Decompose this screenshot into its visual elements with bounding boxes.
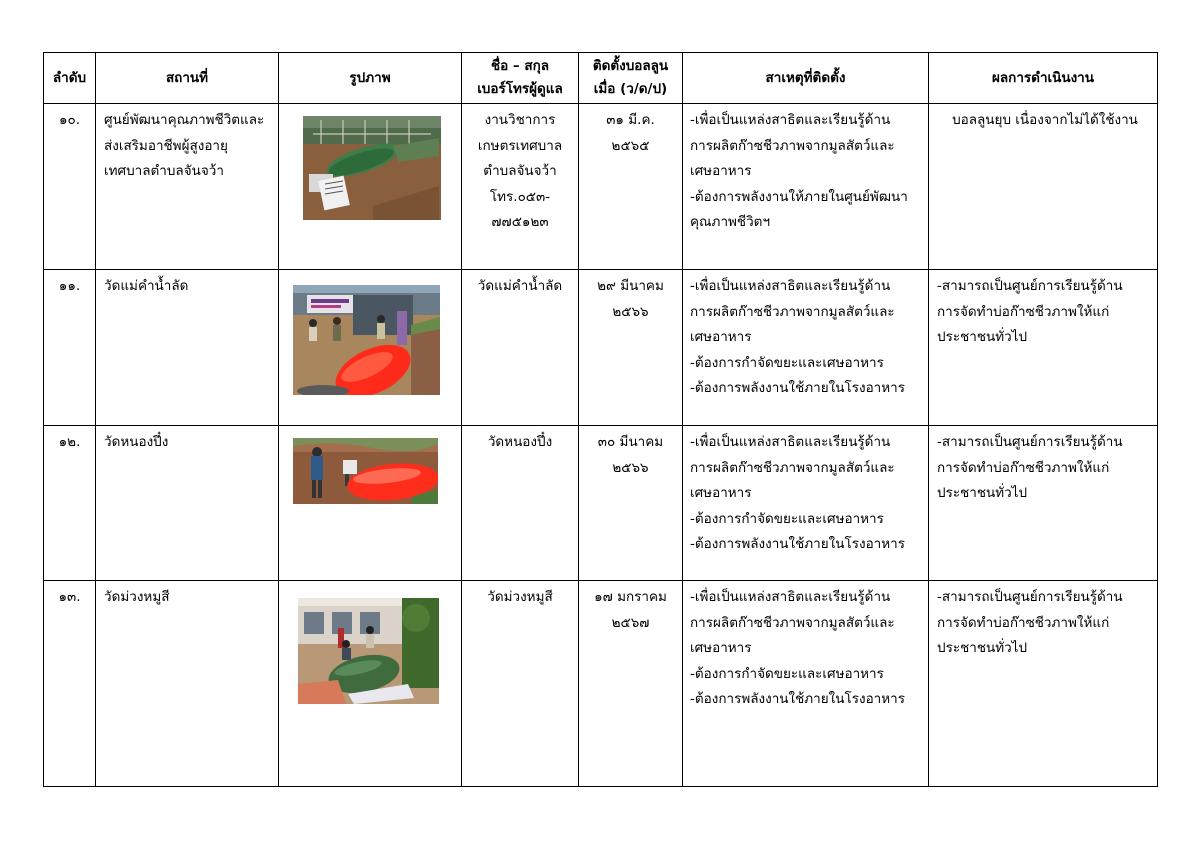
name-cell <box>462 581 579 787</box>
date-line: ๒๕๖๖ <box>612 459 649 476</box>
reason-line: -ต้องการกำจัดขยะและเศษอาหาร <box>690 354 884 371</box>
date-line: ๒๕๖๕ <box>611 137 650 154</box>
reason-line: เศษอาหาร <box>690 329 752 346</box>
reason-line: คุณภาพชีวิตฯ <box>690 214 771 231</box>
reason-line: -ต้องการพลังงานใช้ภายในโรงอาหาร <box>690 691 905 708</box>
reason-line: การผลิตก๊าซชีวภาพจากมูลสัตว์และ <box>690 303 895 320</box>
name-line: เกษตรเทศบาล <box>477 137 563 154</box>
result-line: บอลลูนยุบ เนื่องจากไม่ได้ใช้งาน <box>952 112 1138 128</box>
header-photo: รูปภาพ <box>279 53 462 104</box>
reason-cell <box>683 426 929 581</box>
place-line: วัดม่วงหมูสี <box>104 589 170 605</box>
header-date <box>579 53 683 104</box>
result-cell <box>929 104 1158 270</box>
result-line: -สามารถเป็นศูนย์การเรียนรู้ด้าน <box>937 434 1123 450</box>
header-place: สถานที่ <box>96 53 279 104</box>
row-number: ๑๒. <box>44 426 96 581</box>
reason-cell <box>683 270 929 426</box>
place-cell <box>96 426 279 581</box>
result-line: การจัดทำบ่อก๊าซชีวภาพให้แก่ <box>937 303 1110 320</box>
result-line: ประชาชนทั่วไป <box>937 485 1028 502</box>
reason-line: เศษอาหาร <box>690 640 752 657</box>
place-line: ศูนย์พัฒนาคุณภาพชีวิตและ <box>104 112 265 128</box>
date-line: ๒๕๖๖ <box>612 303 649 320</box>
date-cell <box>579 581 683 787</box>
reason-line: -ต้องการพลังงานใช้ภายในโรงอาหาร <box>690 536 905 553</box>
name-line: วัดหนองปึ๋ง <box>487 434 553 450</box>
photo-cell <box>279 426 462 581</box>
result-cell <box>929 581 1158 787</box>
date-cell <box>579 426 683 581</box>
table-row <box>44 426 1158 581</box>
row-number: ๑๑. <box>44 270 96 426</box>
header-name-line: เบอร์โทรผู้ดูแล <box>477 81 563 97</box>
reason-line: -เพื่อเป็นแหล่งสาธิตและเรียนรู้ด้าน <box>690 112 891 128</box>
header-no: ลำดับ <box>44 53 96 104</box>
name-line: วัดม่วงหมูสี <box>487 589 553 605</box>
table-row <box>44 270 1158 426</box>
reason-line: -ต้องการพลังงานให้ภายในศูนย์พัฒนา <box>690 188 908 205</box>
name-cell <box>462 104 579 270</box>
header-date-line: ติดตั้งบอลลูน <box>592 58 669 74</box>
name-line: ๗๗๕๑๒๓ <box>491 214 549 231</box>
reason-line: เศษอาหาร <box>690 485 752 502</box>
reason-cell <box>683 104 929 270</box>
name-line: ตำบลจันจว้า <box>483 163 557 180</box>
date-line: ๒๙ มีนาคม <box>597 278 664 294</box>
photo-cell <box>279 270 462 426</box>
name-cell <box>462 426 579 581</box>
reason-line: -เพื่อเป็นแหล่งสาธิตและเรียนรู้ด้าน <box>690 278 891 294</box>
place-line: วัดหนองปึ๋ง <box>104 434 169 450</box>
reason-line: -เพื่อเป็นแหล่งสาธิตและเรียนรู้ด้าน <box>690 434 891 450</box>
photo-cell <box>279 581 462 787</box>
result-line: ประชาชนทั่วไป <box>937 329 1028 346</box>
name-line: โทร.๐๕๓- <box>489 188 551 205</box>
reason-line: เศษอาหาร <box>690 163 752 180</box>
reason-line: -เพื่อเป็นแหล่งสาธิตและเรียนรู้ด้าน <box>690 589 891 605</box>
header-name <box>462 53 579 104</box>
reason-line: -ต้องการกำจัดขยะและเศษอาหาร <box>690 510 884 527</box>
reason-line: การผลิตก๊าซชีวภาพจากมูลสัตว์และ <box>690 137 895 154</box>
date-cell <box>579 270 683 426</box>
result-line: -สามารถเป็นศูนย์การเรียนรู้ด้าน <box>937 589 1123 605</box>
place-cell <box>96 104 279 270</box>
row-number: ๑๓. <box>44 581 96 787</box>
red-biogas-balloon-photo <box>293 438 438 504</box>
result-line: -สามารถเป็นศูนย์การเรียนรู้ด้าน <box>937 278 1123 294</box>
name-line: วัดแม่คำน้ำลัด <box>477 278 563 294</box>
reason-line: -ต้องการกำจัดขยะและเศษอาหาร <box>690 665 884 682</box>
reason-line: -ต้องการพลังงานใช้ภายในโรงอาหาร <box>690 380 905 397</box>
table-row <box>44 104 1158 270</box>
header-row <box>44 53 1158 104</box>
green-biogas-balloon-photo <box>298 598 439 704</box>
date-line: ๒๕๖๗ <box>611 614 650 631</box>
photo-cell <box>279 104 462 270</box>
place-line: ส่งเสริมอาชีพผู้สูงอายุ <box>104 137 228 154</box>
place-cell <box>96 581 279 787</box>
header-reason: สาเหตุที่ติดตั้ง <box>683 53 929 104</box>
result-line: ประชาชนทั่วไป <box>937 640 1028 657</box>
reason-line: การผลิตก๊าซชีวภาพจากมูลสัตว์และ <box>690 614 895 631</box>
result-line: การจัดทำบ่อก๊าซชีวภาพให้แก่ <box>937 614 1110 631</box>
row-number: ๑๐. <box>44 104 96 270</box>
reason-line: การผลิตก๊าซชีวภาพจากมูลสัตว์และ <box>690 459 895 476</box>
red-biogas-balloon-photo <box>293 285 440 395</box>
header-date-line: เมื่อ (ว/ด/ป) <box>593 81 668 97</box>
green-biogas-balloon-photo <box>303 116 441 220</box>
result-line: การจัดทำบ่อก๊าซชีวภาพให้แก่ <box>937 459 1110 476</box>
place-cell <box>96 270 279 426</box>
table-row <box>44 581 1158 787</box>
date-line: ๑๗ มกราคม <box>594 589 667 605</box>
result-cell <box>929 426 1158 581</box>
place-line: เทศบาลตำบลจันจว้า <box>104 163 224 180</box>
date-cell <box>579 104 683 270</box>
reason-cell <box>683 581 929 787</box>
result-cell <box>929 270 1158 426</box>
place-line: วัดแม่คำน้ำลัด <box>104 278 189 294</box>
header-name-line: ชื่อ – สกุล <box>490 58 550 74</box>
header-result: ผลการดำเนินงาน <box>929 53 1158 104</box>
name-cell <box>462 270 579 426</box>
name-line: งานวิชาการ <box>484 112 556 128</box>
biogas-installation-table <box>43 52 1158 787</box>
date-line: ๓๐ มีนาคม <box>597 434 664 450</box>
date-line: ๓๑ มี.ค. <box>606 112 655 128</box>
